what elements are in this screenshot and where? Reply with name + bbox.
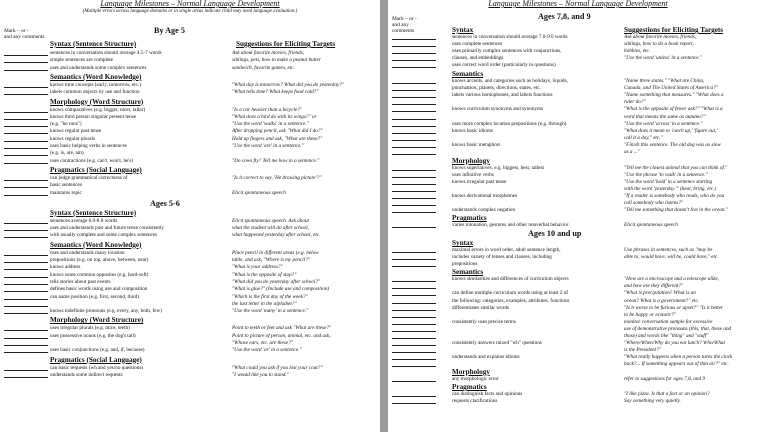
suggestion-text: "Which is the first day of the week?" — [232, 293, 308, 300]
suggestion-text: "Whose ears, etc. are these?" — [232, 340, 293, 346]
suggestion-text: with the word 'yesterday.'" (hear, bring, etc.) — [624, 185, 717, 192]
milestone-text: can distinguish facts and opinions — [452, 391, 523, 398]
milestone-text: tells stories about past events — [50, 278, 111, 285]
suggestion-text: Elicit spontaneous speech. Ask about — [232, 217, 309, 224]
milestone-text: with usually complete and some complex sentences — [50, 232, 158, 239]
check-line[interactable] — [4, 87, 48, 88]
check-line[interactable] — [392, 46, 436, 47]
check-line[interactable] — [392, 310, 436, 311]
suggestion-text: able to, would have, will be, could have," etc. — [624, 254, 719, 261]
suggestion-text: "What is the opposite of fewer ask?" "What is a — [624, 106, 723, 113]
left-page-title: Language Milestones – Normal Language Development — [100, 0, 280, 8]
check-line[interactable] — [392, 324, 436, 325]
milestone-text: knows comparatives (e.g. bigger, nicer, taller) — [50, 106, 146, 113]
left-page — [0, 0, 380, 432]
suggestion-text: "What could you ask if you lost your coat?" — [232, 364, 323, 371]
right-page-title: Language Milestones – Normal Language Development — [488, 0, 668, 8]
semantics-row — [388, 149, 768, 158]
check-line[interactable] — [4, 112, 48, 113]
suggestion-text: "Use the word 'or' in a sentence." — [232, 347, 302, 354]
milestone-text: requests clarifications — [452, 398, 498, 405]
suggestion-text: "Is it worse to be furious or upset?" "Is it better — [624, 304, 724, 311]
milestone-text: knows basic idioms — [452, 127, 493, 134]
suggestion-text: "Use the word 'hold' in a sentence starting — [624, 178, 713, 185]
milestone-text: sentences average 6.0-8.0 words — [50, 217, 118, 224]
milestone-text: uses correct word order (particularly in questions) — [452, 62, 556, 69]
suggestion-text: Elicit spontaneous speech — [624, 222, 678, 229]
milestone-text: knows indefinite pronouns (e.g. every, any, both, few) — [50, 308, 162, 315]
section-heading: Morphology (Word Structure) — [50, 316, 144, 325]
milestone-text: consistently answers mixed "wh" questions — [452, 339, 542, 346]
check-line[interactable] — [4, 55, 48, 56]
suggestion-text: monitor conversation sample for excessive — [624, 318, 713, 325]
suggestion-text: Hold up fingers and ask, "What are these?" — [232, 135, 323, 142]
milestone-text: knows some common opposites (e.g. hard-soft) — [50, 271, 149, 278]
mark-label-line: comments — [392, 28, 415, 34]
suggestion-text: Say something very quietly. — [624, 398, 681, 405]
suggestion-text: is the President?" — [624, 346, 661, 353]
suggestion-text: Point to teeth or feet and ask "What are these?" — [232, 325, 332, 332]
suggestion-text: call somebody who listens?" — [624, 200, 684, 207]
milestone-text: knows similarities and differences of curriculum objects — [452, 276, 569, 283]
suggestion-text: "What did you do yesterday after school?" — [232, 278, 321, 285]
suggestion-text: "What tells time? What keeps food cold?" — [232, 89, 319, 96]
check-line[interactable] — [4, 119, 48, 120]
suggestion-text: the last letter in the alphabet?" — [232, 300, 297, 307]
check-line[interactable] — [392, 154, 436, 155]
check-line[interactable] — [392, 295, 436, 296]
suggestion-text: ruler do?" — [624, 99, 646, 106]
suggestion-text: "Is a car heavier than a bicycle?" — [232, 106, 303, 113]
suggestion-text: what happened yesterday after school, etc. — [232, 232, 321, 239]
suggestion-text: siblings, how to do a book report, — [624, 41, 694, 48]
check-line[interactable] — [392, 60, 436, 61]
check-line[interactable] — [392, 303, 436, 304]
milestone-text: uses basic helping verbs in sentences — [50, 143, 127, 149]
milestone-text: uses possessive nouns (e.g. the dog's tail) — [50, 332, 136, 339]
check-line[interactable] — [4, 155, 48, 156]
section-heading: Pragmatics (Social Language) — [50, 355, 142, 364]
milestone-text: includes variety of tenses and clauses, including — [452, 254, 552, 261]
check-line[interactable] — [392, 396, 436, 397]
section-heading: Syntax — [452, 239, 474, 248]
milestone-text: uses and understands past and future tense consistently — [50, 225, 164, 232]
syntax-row — [388, 62, 768, 71]
milestone-text: sentences in conversation should average 4.5-7 words — [50, 50, 162, 56]
milestone-text: uses and understands many location — [50, 249, 125, 256]
section-heading: Semantics — [452, 268, 484, 277]
check-line[interactable] — [392, 359, 436, 360]
check-line[interactable] — [392, 266, 436, 267]
check-line[interactable] — [4, 126, 48, 127]
suggestion-text: word that means the same as autumn?" — [624, 113, 706, 120]
check-line[interactable] — [392, 366, 436, 367]
milestone-text: can judge grammatical correctness of — [50, 174, 128, 181]
suggestion-text: Ask about favorite movies, friends, — [232, 50, 305, 56]
section-heading: Syntax (Sentence Structure) — [50, 208, 137, 217]
milestone-text: (e.g. is, are, am) — [50, 150, 84, 157]
milestone-text: knows time concepts (early, tomorrow, etc.) — [50, 81, 141, 88]
suggestion-text: siblings, pets, how to make a peanut butter — [232, 57, 321, 64]
suggestions-heading: Suggestions for Eliciting Targets — [624, 26, 724, 34]
milestone-text: uses basic conjunctions (e.g. and, if, because) — [50, 347, 145, 354]
milestone-text: (e.g. "he runs") — [50, 121, 82, 128]
check-line[interactable] — [392, 381, 436, 382]
suggestion-text: refer to suggestions for ages 7,8, and 9 — [624, 376, 705, 382]
check-line[interactable] — [4, 330, 48, 331]
suggestion-text: "Use the word 'many' in a sentence." — [232, 308, 309, 315]
mark-label-line: Mark – or - — [392, 16, 417, 22]
check-line[interactable] — [4, 195, 48, 196]
milestone-text: uses irregular plurals (e.g. mice, teeth) — [50, 325, 130, 332]
check-line[interactable] — [4, 148, 48, 149]
suggestion-text: "What does a bird do with its wings?" or — [232, 113, 317, 120]
mark-label-line: and any — [392, 22, 409, 28]
check-line[interactable] — [4, 345, 48, 346]
milestone-text: uses infinitive verbs — [452, 171, 494, 178]
check-line[interactable] — [4, 313, 48, 314]
check-line[interactable] — [392, 227, 436, 228]
right-page — [388, 0, 768, 432]
check-line[interactable] — [392, 104, 436, 105]
check-line[interactable] — [4, 299, 48, 300]
suggestion-text: "What day is tomorrow? What did you do yesterday?" — [232, 81, 345, 88]
suggestion-text: "What really happens when a person turns the clock — [624, 353, 733, 360]
check-line[interactable] — [392, 331, 436, 332]
suggestion-text: ocean? What is a government?" etc. — [624, 297, 700, 304]
left-page-header — [0, 0, 380, 16]
suggestion-text: "What is the opposite of stop?" — [232, 271, 297, 278]
check-line[interactable] — [392, 83, 436, 84]
check-line[interactable] — [392, 252, 436, 253]
check-line[interactable] — [4, 262, 48, 263]
suggestion-text: "Use the phrase 'to walk' in a sentence." — [624, 171, 708, 178]
milestone-text: clauses, and embeddings — [452, 55, 504, 62]
check-line[interactable] — [4, 306, 48, 307]
suggestion-text: "Finish this sentence. The old dog was as slow — [624, 141, 721, 148]
right-page-header — [388, 0, 768, 8]
check-line[interactable] — [4, 141, 48, 142]
section-heading: Syntax (Sentence Structure) — [50, 40, 137, 48]
milestone-text: knows regular past tense — [50, 128, 102, 135]
suggestion-text: "If a reader is somebody who reads, who do you — [624, 193, 725, 199]
check-line[interactable] — [4, 70, 48, 71]
check-line[interactable] — [392, 111, 436, 112]
suggestion-text: "I like pizza. Is that a fact or an opinion? — [624, 391, 710, 398]
check-line[interactable] — [392, 147, 436, 148]
suggestion-text: "What is precipitation? What is an — [624, 290, 696, 297]
check-line[interactable] — [392, 119, 436, 120]
suggestion-text: Ask about favorite movies, friends, — [624, 34, 697, 40]
check-line[interactable] — [392, 170, 436, 171]
milestone-text: uses and understands some complex sentences — [50, 64, 147, 71]
suggestion-text: "How are a microscope and a telescope alike, — [624, 276, 720, 283]
check-line[interactable] — [4, 377, 48, 378]
check-line[interactable] — [392, 126, 436, 127]
suggestion-text: sandwich, favorite games, etc. — [232, 64, 295, 71]
milestone-text: knows regular plurals — [50, 135, 95, 142]
morphology-row — [388, 207, 768, 216]
check-line[interactable] — [4, 352, 48, 353]
check-line[interactable] — [392, 198, 436, 199]
check-line[interactable] — [4, 237, 48, 238]
milestone-text: knows accents, and categories such as holidays, liquids, — [452, 78, 568, 85]
check-line[interactable] — [4, 223, 48, 224]
suggestion-text: those) and words like "thing" and "stuff" — [624, 332, 709, 339]
check-line[interactable] — [392, 259, 436, 260]
suggestion-text: to be happy or ecstatic?" — [624, 311, 677, 318]
check-line[interactable] — [392, 281, 436, 282]
milestone-text: can name position (e.g. first, second, third) — [50, 293, 140, 300]
suggestion-text: call it a day," etc." — [624, 134, 663, 141]
check-line[interactable] — [4, 133, 48, 134]
check-line[interactable] — [4, 94, 48, 95]
age-heading: Ages 10 and up — [528, 229, 582, 239]
check-line[interactable] — [392, 53, 436, 54]
check-line[interactable] — [4, 62, 48, 63]
section-heading: Pragmatics — [452, 214, 487, 223]
check-line[interactable] — [392, 97, 436, 98]
suggestion-text: "Name three states." "What are China, — [624, 78, 705, 85]
suggestion-text: and how are they different?" — [624, 283, 684, 290]
milestone-text: uses contractions (e.g. can't, won't, he's) — [50, 157, 134, 164]
check-line[interactable] — [392, 317, 436, 318]
check-line[interactable] — [392, 352, 436, 353]
suggestion-text: "I would like you to stand." — [232, 371, 289, 378]
suggestion-text: "Tell me the closest animal that you can think of." — [624, 164, 728, 171]
check-line[interactable] — [392, 205, 436, 206]
check-line[interactable] — [4, 187, 48, 188]
check-line[interactable] — [392, 140, 436, 141]
milestone-text: understands and explains idioms — [452, 353, 520, 360]
check-line[interactable] — [392, 90, 436, 91]
milestone-text: differentiates similar words — [452, 304, 509, 311]
suggestion-text: Elicit spontaneous speech — [232, 189, 286, 196]
check-line[interactable] — [4, 277, 48, 278]
check-line[interactable] — [4, 370, 48, 371]
milestone-text: knows address — [50, 264, 81, 271]
check-line[interactable] — [4, 284, 48, 285]
suggestion-text: "Use the word 'across' in a sentence." — [624, 120, 703, 127]
section-heading: Syntax — [452, 26, 474, 34]
milestone-text: labels various homophones, and labels functions — [452, 92, 553, 99]
mark-label-line: Mark – or - — [4, 28, 29, 34]
age-heading: Ages 7,8, and 9 — [538, 12, 591, 21]
section-heading: Semantics — [452, 70, 484, 79]
suggestion-text: "Name something that measures." "What does a — [624, 92, 724, 99]
section-heading: Pragmatics — [452, 383, 487, 392]
milestone-text: maintains topic — [50, 189, 82, 196]
check-line[interactable] — [392, 177, 436, 178]
section-heading: Morphology (Word Structure) — [50, 97, 144, 106]
milestone-text: basic sentences — [50, 182, 82, 189]
right-mark-label — [392, 16, 417, 34]
check-line[interactable] — [392, 67, 436, 68]
check-line[interactable] — [392, 345, 436, 346]
milestone-text: knows curriculum synonyms and synonyms — [452, 106, 544, 113]
milestone-text: consistently uses precise terms — [452, 318, 516, 325]
check-line[interactable] — [4, 230, 48, 231]
check-line[interactable] — [392, 403, 436, 404]
suggestion-text: "Where/When/Why do you eat lunch? Who/What — [624, 339, 725, 346]
suggestion-text: "Tell me something that doesn't live in the ocean." — [624, 207, 728, 214]
suggestion-text: "Do cows fly? Tell me how in a sentence." — [232, 157, 320, 164]
suggestion-text: "Use the word 'are' in a sentence." — [232, 143, 304, 149]
suggestion-text: back?... If something appears out of thin air?" etc. — [624, 360, 729, 367]
check-line[interactable] — [392, 212, 436, 213]
pragmatics-row — [388, 398, 768, 407]
semantics-row — [388, 361, 768, 370]
suggestion-text: as a ..." — [624, 148, 640, 155]
milestone-text: knows irregular past tense — [452, 178, 507, 185]
milestone-text: knows basic metaphors — [452, 141, 501, 148]
milestone-text: sentences in conversation should average 7.0-9.0 words — [452, 34, 568, 40]
section-heading: Semantics (Word Knowledge) — [50, 72, 142, 81]
milestone-text: uses complete sentences — [452, 41, 503, 48]
suggestion-text: "Use the word 'walks' in a sentence." — [232, 121, 309, 128]
mark-label-line: and any comments — [4, 34, 45, 40]
section-heading: Pragmatics (Social Language) — [50, 165, 142, 174]
milestone-text: knows third person singular present tense — [50, 113, 137, 120]
suggestion-text: use of demonstrative pronouns (this, that, these and — [624, 325, 732, 332]
suggestion-text: "What does it mean to 'catch up,' 'figure out,' — [624, 127, 718, 134]
milestone-text: varies intonation, gestures and other nonverbal behavior — [452, 222, 569, 229]
milestone-text: prepositions — [452, 261, 478, 268]
check-line[interactable] — [4, 269, 48, 270]
suggestions-heading: Suggestions for Eliciting Targets — [236, 40, 336, 48]
section-heading: Semantics (Word Knowledge) — [50, 240, 142, 249]
milestone-text: can basic requests (wh and yes/no questions) — [50, 364, 144, 371]
suggestion-text: Use phrases in sentences, such as "may be — [624, 247, 713, 254]
suggestion-text: "Use the word 'unless' in a sentence." — [624, 55, 702, 62]
left-page-subtitle: (Multiple errors across language domains or in single areas indicate child may need language evaluation.) — [82, 9, 298, 14]
section-heading: Morphology — [452, 368, 490, 376]
milestone-text: knows derivational morphemes — [452, 193, 518, 199]
check-line[interactable] — [4, 338, 48, 339]
milestone-text: prepositions (e.g. on top, above, between, near) — [50, 257, 149, 263]
milestone-text: maximal errors in word order, adult sentence length, — [452, 247, 561, 254]
milestone-text: uses more complex location prepositions (e.g. through) — [452, 120, 567, 127]
check-line[interactable] — [392, 338, 436, 339]
suggestion-text: "Is it correct to say, 'He drawing picture'?" — [232, 174, 322, 181]
age-heading: Ages 5-6 — [150, 198, 180, 208]
check-line[interactable] — [4, 255, 48, 256]
section-heading: Morphology — [452, 156, 490, 165]
suggestion-text: table, and ask, "Where is my pencil?" — [232, 257, 310, 263]
suggestion-text: Place pencil in different areas (e.g. below — [232, 249, 319, 256]
check-line[interactable] — [392, 39, 436, 40]
milestone-text: any morphologic error — [452, 376, 499, 382]
milestone-text: uses primarily complex sentences with conjunctions, — [452, 48, 562, 55]
check-line[interactable] — [392, 288, 436, 289]
check-line[interactable] — [392, 184, 436, 185]
milestone-text: understands complex negation — [452, 207, 516, 214]
suggestion-text: what the student will do after school, — [232, 225, 309, 232]
check-line[interactable] — [392, 133, 436, 134]
pragmatics-row — [0, 372, 380, 381]
pragmatics-row — [0, 190, 380, 199]
milestone-text: understands some indirect requests — [50, 371, 123, 378]
milestone-text: defines basic words using use and composition — [50, 286, 148, 293]
check-line[interactable] — [4, 180, 48, 181]
milestone-text: can define multiple curriculum words using at least 2 of — [452, 290, 568, 297]
suggestion-text: Canada, and The United States of America?" — [624, 85, 718, 92]
suggestion-text: hobbies, etc. — [624, 48, 651, 55]
age-heading: By Age 5 — [154, 26, 185, 35]
check-line[interactable] — [4, 291, 48, 292]
milestone-text: knows superlatives, e.g. biggest, best, tallest — [452, 164, 544, 171]
milestone-text: the following: categories, examples, attributes, functions — [452, 297, 570, 304]
check-line[interactable] — [4, 163, 48, 164]
suggestion-text: "What is your address?" — [232, 264, 283, 271]
milestone-text: punctuation, planets, directions, states, etc. — [452, 85, 541, 92]
suggestion-text: Point to picture of person, animal, etc. and ask, — [232, 332, 331, 339]
milestone-text: labels common objects by use and function — [50, 89, 140, 96]
check-line[interactable] — [392, 191, 436, 192]
milestone-text: simple sentences are complete — [50, 57, 113, 64]
page-gap — [380, 0, 388, 432]
left-mark-label — [4, 28, 44, 40]
syntax-row — [388, 261, 768, 270]
suggestion-text: After dropping pencil, ask "What did I do?" — [232, 128, 323, 135]
suggestion-text: "What is glue?" (Include use and composition) — [232, 286, 330, 293]
morphology-row — [388, 376, 768, 385]
